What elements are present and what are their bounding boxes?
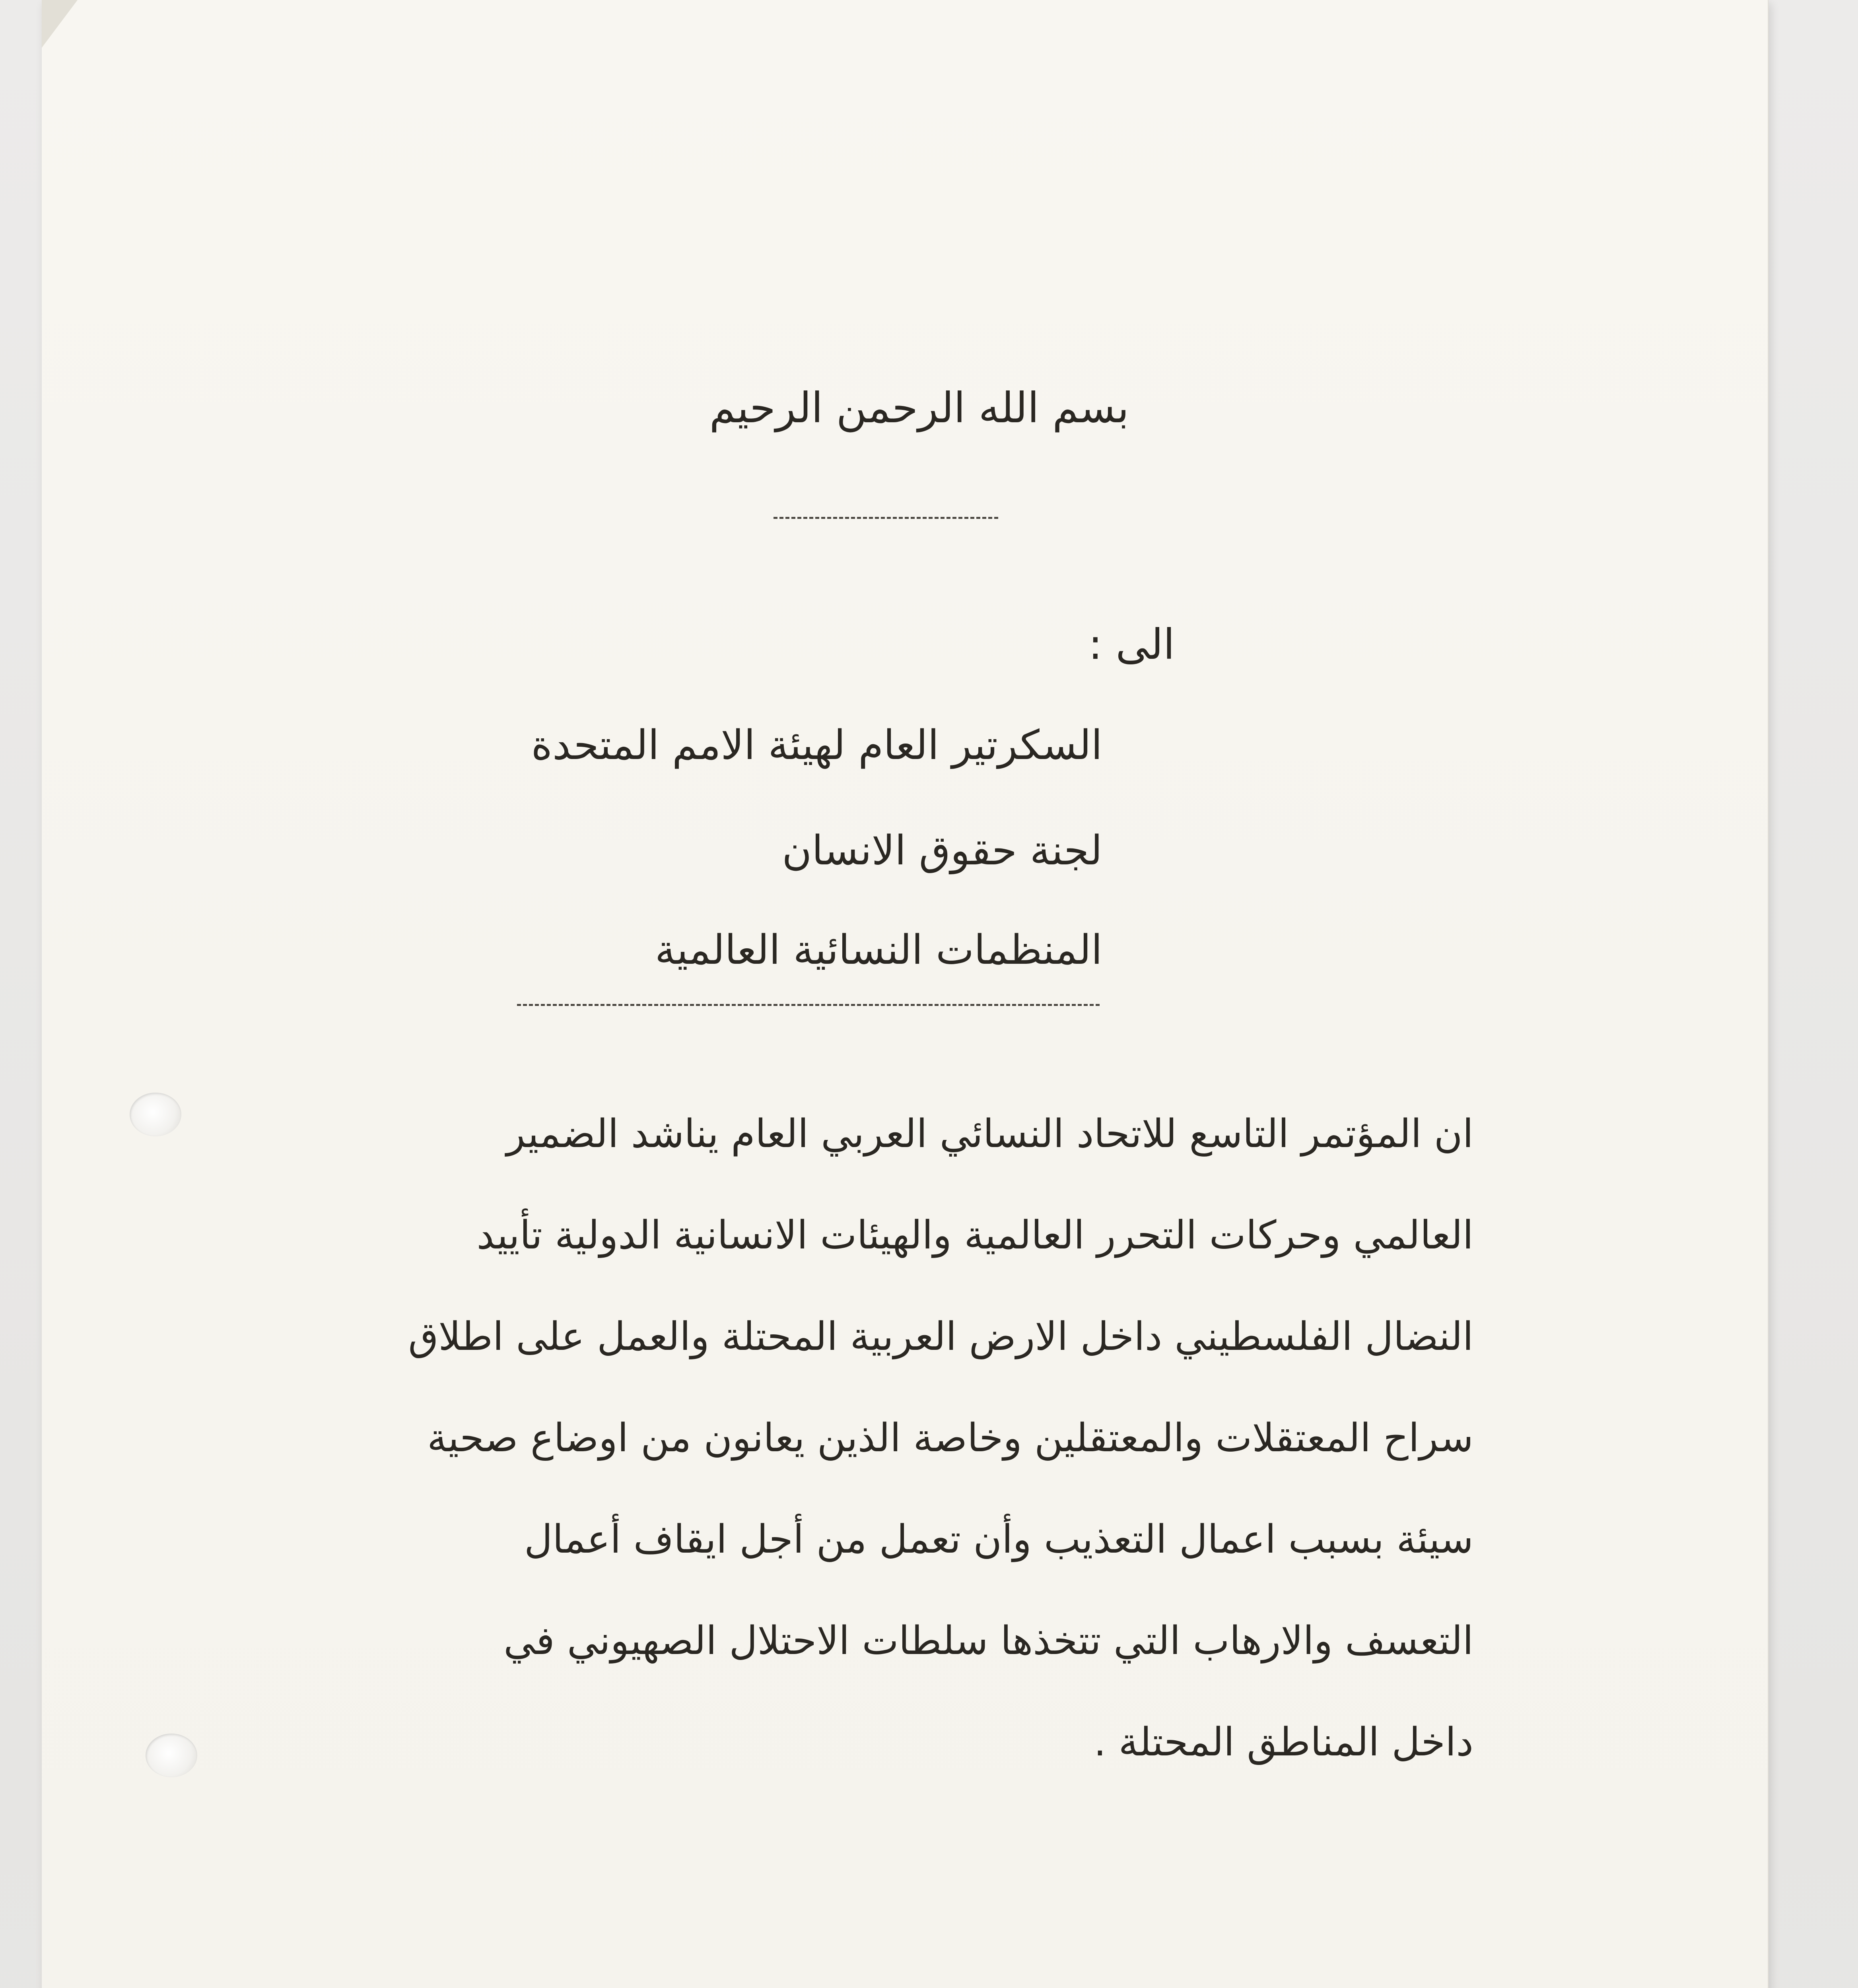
body-text-line: ان المؤتمر التاسع للاتحاد النسائي العربي العام يناشد الضمير xyxy=(506,1111,1473,1157)
folded-corner xyxy=(42,0,78,48)
body-text-line: العالمي وحركات التحرر العالمية والهيئات الانسانية الدولية تأييد xyxy=(476,1213,1473,1258)
heading-underline xyxy=(774,517,998,519)
punch-hole xyxy=(130,1093,181,1136)
punch-hole xyxy=(146,1734,197,1777)
recipient-line: المنظمات النسائية العالمية xyxy=(655,926,1102,974)
document-page xyxy=(42,0,1769,1988)
body-text-line: داخل المناطق المحتلة . xyxy=(1094,1720,1473,1765)
recipient-line: لجنة حقوق الانسان xyxy=(782,827,1102,874)
basmala-heading: بسم الله الرحمن الرحيم xyxy=(709,384,1129,432)
body-text-line: سيئة بسبب اعمال التعذيب وأن تعمل من أجل ايقاف أعمال xyxy=(524,1517,1473,1562)
recipients-underline xyxy=(517,1004,1100,1006)
body-text-line: سراح المعتقلات والمعتقلين وخاصة الذين يعانون من اوضاع صحية xyxy=(427,1415,1473,1461)
body-text-line: النضال الفلسطيني داخل الارض العربية المحتلة والعمل على اطلاق xyxy=(408,1314,1473,1359)
addressee-label: الى : xyxy=(1088,620,1175,669)
recipient-line: السكرتير العام لهيئة الامم المتحدة xyxy=(531,722,1102,769)
body-text-line: التعسف والارهاب التي تتخذها سلطات الاحتلال الصهيوني في xyxy=(503,1618,1473,1664)
